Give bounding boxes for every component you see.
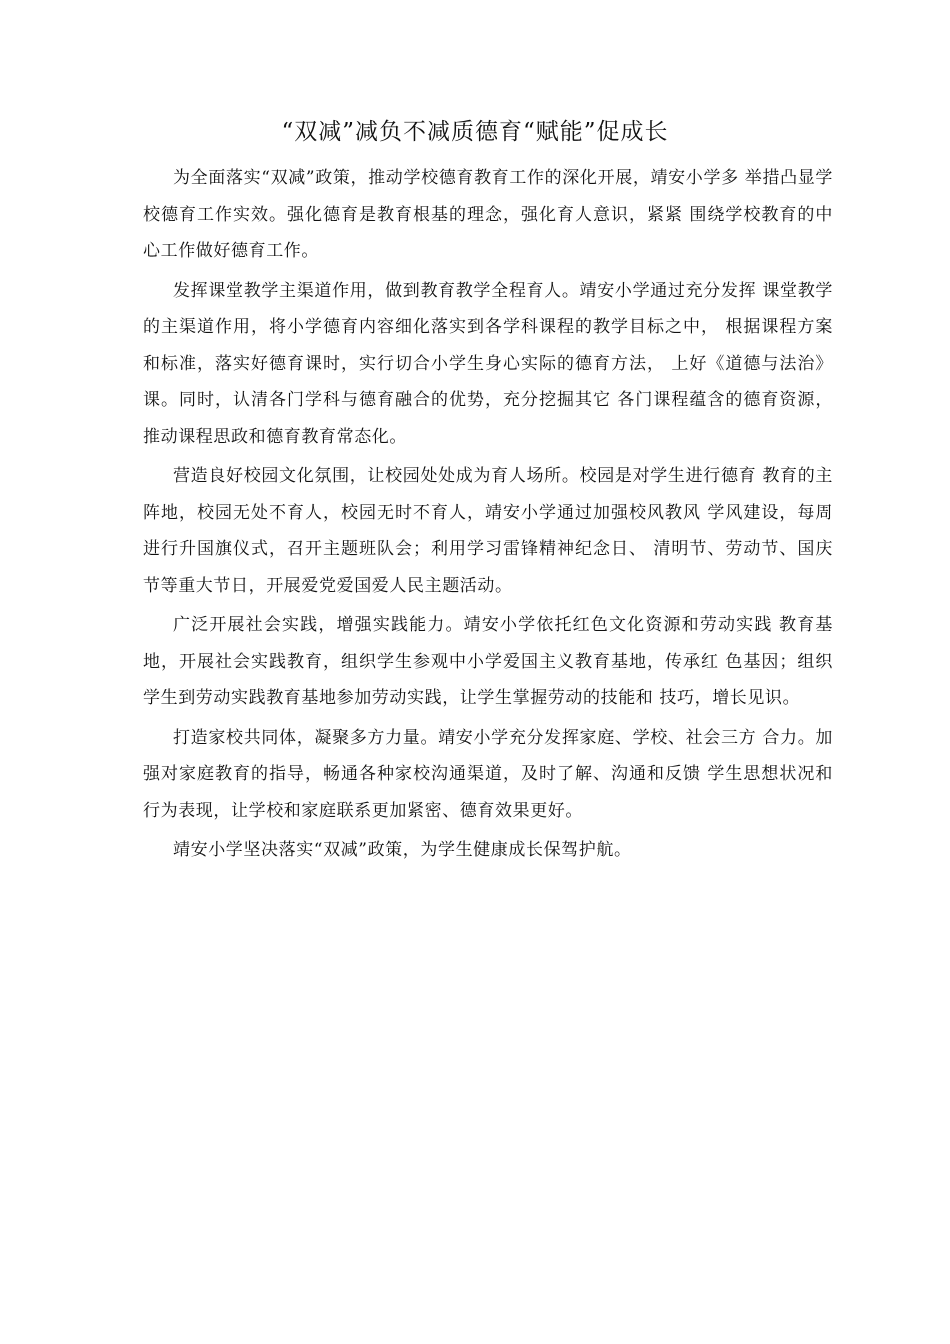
paragraph-4: 广泛开展社会实践，增强实践能力。靖安小学依托红色文化资源和劳动实践 教育基地，开展社会实践教育，组织学生参观中小学爱国主义教育基地，传承红 色基因；组织学生到劳动实践教育基地参加劳动实践，让学生掌握劳动的技能和 技巧，增长见识。: [143, 615, 833, 708]
paragraph-1: 为全面落实“双减”政策，推动学校德育教育工作的深化开展，靖安小学多 举措凸显学校德育工作实效。强化德育是教育根基的理念，强化育人意识，紧紧 围绕学校教育的中心工作做好德育工作。: [143, 168, 833, 261]
document-body: [143, 160, 833, 872]
paragraph-5: 打造家校共同体，凝聚多方力量。靖安小学充分发挥家庭、学校、社会三方 合力。加强对家庭教育的指导，畅通各种家校沟通渠道，及时了解、沟通和反馈 学生思想状况和行为表现，让学校和家庭联系更加紧密、德育效果更好。: [143, 727, 833, 821]
paragraph-6: 靖安小学坚决落实“双减”政策，为学生健康成长保驾护航。: [173, 840, 632, 860]
paragraph-3: 营造良好校园文化氛围，让校园处处成为育人场所。校园是对学生进行德育 教育的主阵地，校园无处不育人，校园无时不育人，靖安小学通过加强校风教风 学风建设，每周进行升国旗仪式，召开主题班队会；利用学习雷锋精神纪念日、 清明节、劳动节、国庆节等重大节日，开展爱党爱国爱人民主题活动。: [143, 466, 833, 596]
document-title: “双减”减负不减质德育“赋能”促成长: [281, 119, 669, 145]
paragraph-2: 发挥课堂教学主渠道作用，做到教育教学全程育人。靖安小学通过充分发挥 课堂教学的主渠道作用，将小学德育内容细化落实到各学科课程的教学目标之中， 根据课程方案和标准，落实好德育课时，实行切合小学生身心实际的德育方法， 上好《道德与法治》课。同时，认清各门学科与德育融合的优势，充分挖掘其它 各门课程蕴含的德育资源，推动课程思政和德育教育常态化。: [143, 280, 833, 447]
